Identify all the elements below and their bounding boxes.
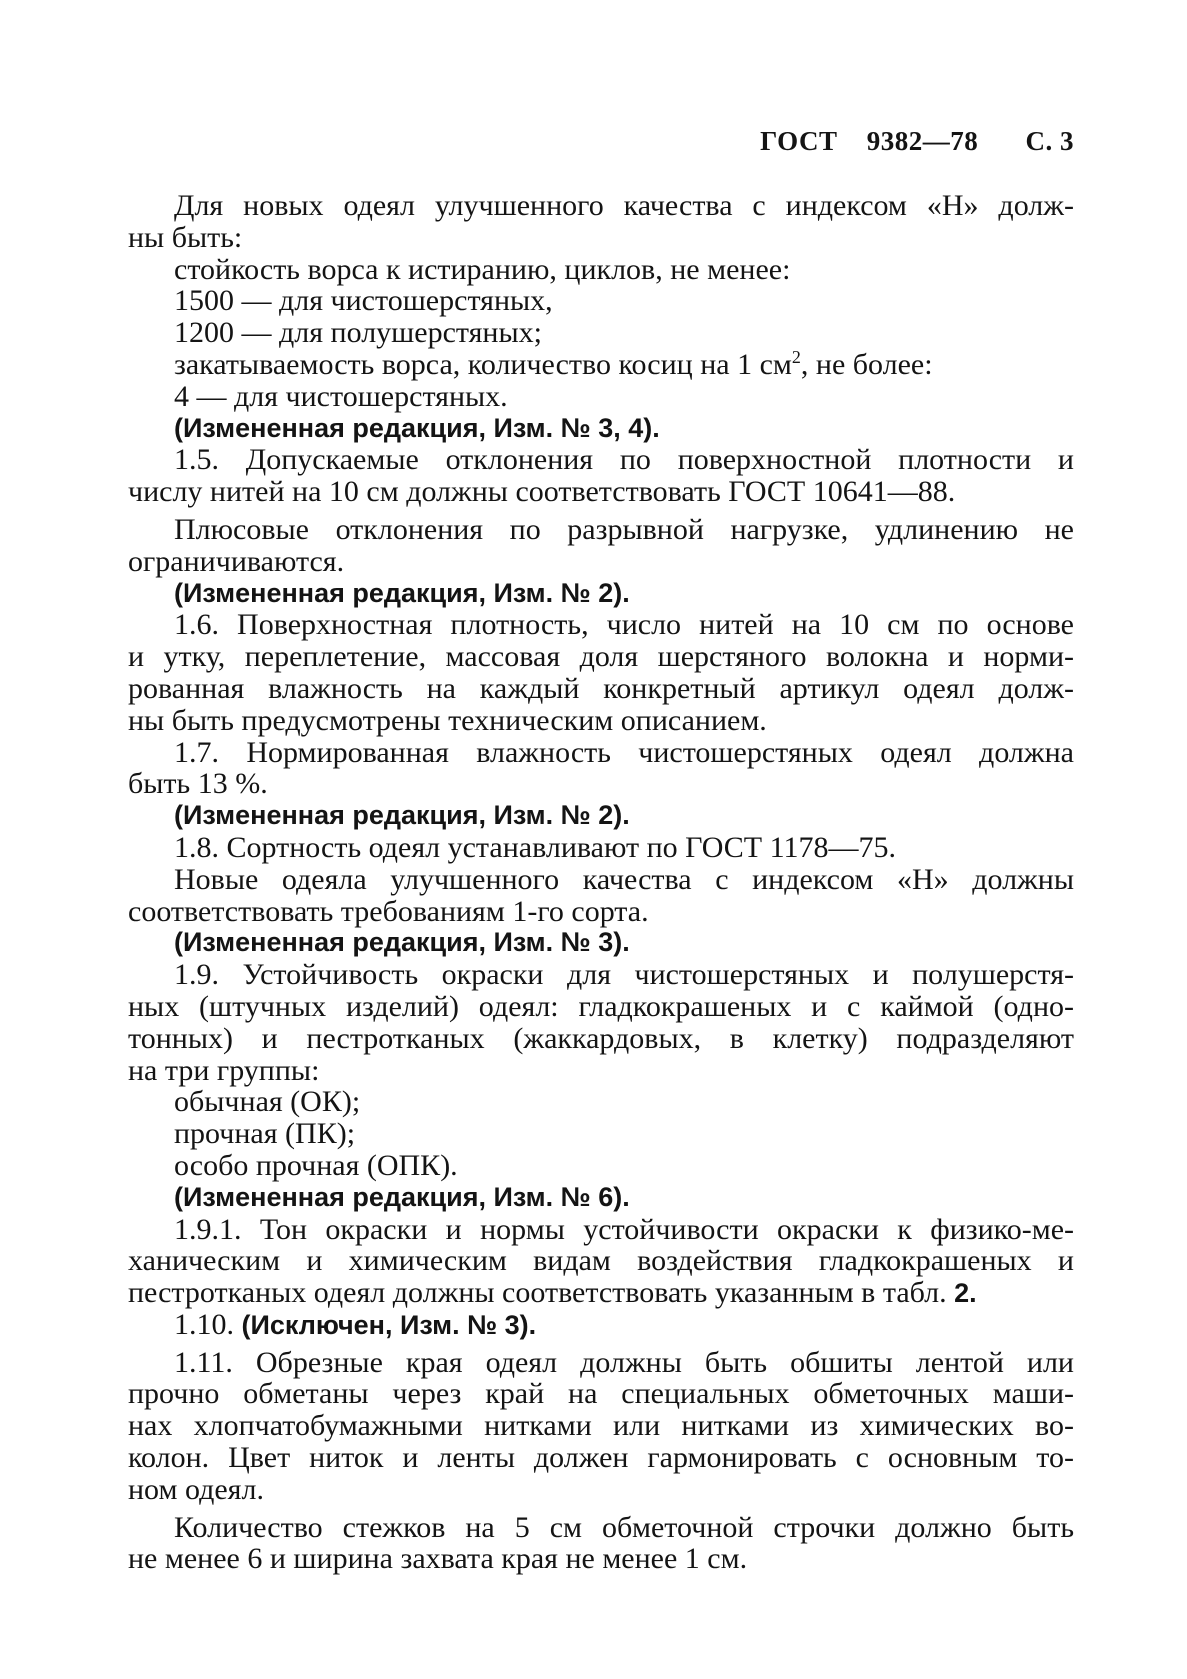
- text-line: колон. Цвет ниток и ленты должен гармонировать с основным то-: [128, 1441, 1074, 1475]
- text-line: 1.5. Допускаемые отклонения по поверхностной плотности и: [174, 443, 1074, 477]
- amendment-note: (Измененная редакция, Изм. № 6).: [174, 1181, 630, 1212]
- text-line: [128, 1309, 1074, 1341]
- superscript: 2: [791, 346, 801, 367]
- amendment-note: (Измененная редакция, Изм. № 2).: [174, 577, 630, 608]
- text-line: стойкость ворса к истиранию, циклов, не менее:: [174, 252, 791, 286]
- standard-label: ГОСТ: [760, 126, 838, 156]
- text-line: ханическим и химическим видам воздействия гладкокрашеных и: [128, 1244, 1074, 1278]
- text-line: соответствовать требованиям 1-го сорта.: [128, 894, 649, 928]
- text-line: Плюсовые отклонения по разрывной нагрузке, удлинению не: [174, 512, 1074, 546]
- amendment-note: (Исключен, Изм. № 3).: [241, 1309, 537, 1340]
- document-body: [128, 190, 1074, 1575]
- standard-number: 9382—78: [866, 126, 979, 156]
- text-line: 1500 — для чистошерстяных,: [174, 284, 553, 318]
- text-line: числу нитей на 10 см должны соответствовать ГОСТ 10641—88.: [128, 475, 956, 509]
- page-header: [760, 126, 1074, 157]
- text-line: Новые одеяла улучшенного качества с индексом «Н» должны: [174, 862, 1074, 896]
- text-line: и утку, переплетение, массовая доля шерстяного волокна и норми-: [128, 640, 1074, 674]
- text-line: 1200 — для полушерстяных;: [174, 316, 542, 350]
- text-line: быть 13 %.: [128, 767, 268, 801]
- text-line: прочная (ПК);: [174, 1117, 356, 1151]
- text-line: 1.11. Обрезные края одеял должны быть обшиты лентой или: [174, 1345, 1074, 1379]
- text-line: ном одеял.: [128, 1472, 264, 1506]
- text-line: ных (штучных изделий) одеял: гладкокрашеных и с каймой (одно-: [128, 989, 1074, 1023]
- amendment-note: (Измененная редакция, Изм. № 3, 4).: [174, 412, 660, 443]
- text-line: 1.6. Поверхностная плотность, число нитей на 10 см по основе: [174, 608, 1074, 642]
- text-fragment: 1.10.: [174, 1307, 234, 1341]
- text-line: прочно обметаны через край на специальных обметочных маши-: [128, 1377, 1074, 1411]
- text-line: не менее 6 и ширина захвата края не менее 1 см.: [128, 1542, 748, 1576]
- text-line: обычная (ОК);: [174, 1085, 361, 1119]
- text-line: 1.9. Устойчивость окраски для чистошерстяных и полушерстя-: [174, 958, 1074, 992]
- text-line: [128, 1277, 1074, 1309]
- text-fragment: пестротканых одеял должны соответствовать указанным в табл.: [128, 1276, 947, 1310]
- text-line: нах хлопчатобумажными нитками или нитками из химических во-: [128, 1409, 1074, 1443]
- text-line: 1.9.1. Тон окраски и нормы устойчивости окраски к физико-ме-: [174, 1212, 1074, 1246]
- text-line: 4 — для чистошерстяных.: [174, 379, 508, 413]
- text-line: особо прочная (ОПК).: [174, 1148, 458, 1182]
- text-line: [128, 346, 1074, 381]
- text-fragment: , не более:: [800, 347, 933, 381]
- amendment-note: (Измененная редакция, Изм. № 3).: [174, 927, 630, 958]
- text-line: 1.8. Сортность одеял устанавливают по ГОСТ 1178—75.: [174, 830, 897, 864]
- text-line: тонных) и пестротканых (жаккардовых, в клетку) подразделяют: [128, 1021, 1074, 1055]
- text-fragment: закатываемость ворса, количество косиц на 1 см: [174, 347, 792, 381]
- page-number: С. 3: [1025, 126, 1074, 156]
- amendment-note: (Измененная редакция, Изм. № 2).: [174, 800, 630, 831]
- text-line: рованная влажность на каждый конкретный артикул одеял долж-: [128, 671, 1074, 705]
- table-number: 2.: [954, 1278, 977, 1309]
- text-line: ограничиваются.: [128, 544, 345, 578]
- text-line: ны быть:: [128, 220, 243, 254]
- text-line: ны быть предусмотрены техническим описанием.: [128, 703, 767, 737]
- text-line: Количество стежков на 5 см обметочной строчки должно быть: [174, 1510, 1074, 1544]
- text-line: на три группы:: [128, 1053, 320, 1087]
- text-line: Для новых одеял улучшенного качества с индексом «Н» долж-: [174, 189, 1074, 222]
- text-line: 1.7. Нормированная влажность чистошерстяных одеял должна: [174, 735, 1074, 769]
